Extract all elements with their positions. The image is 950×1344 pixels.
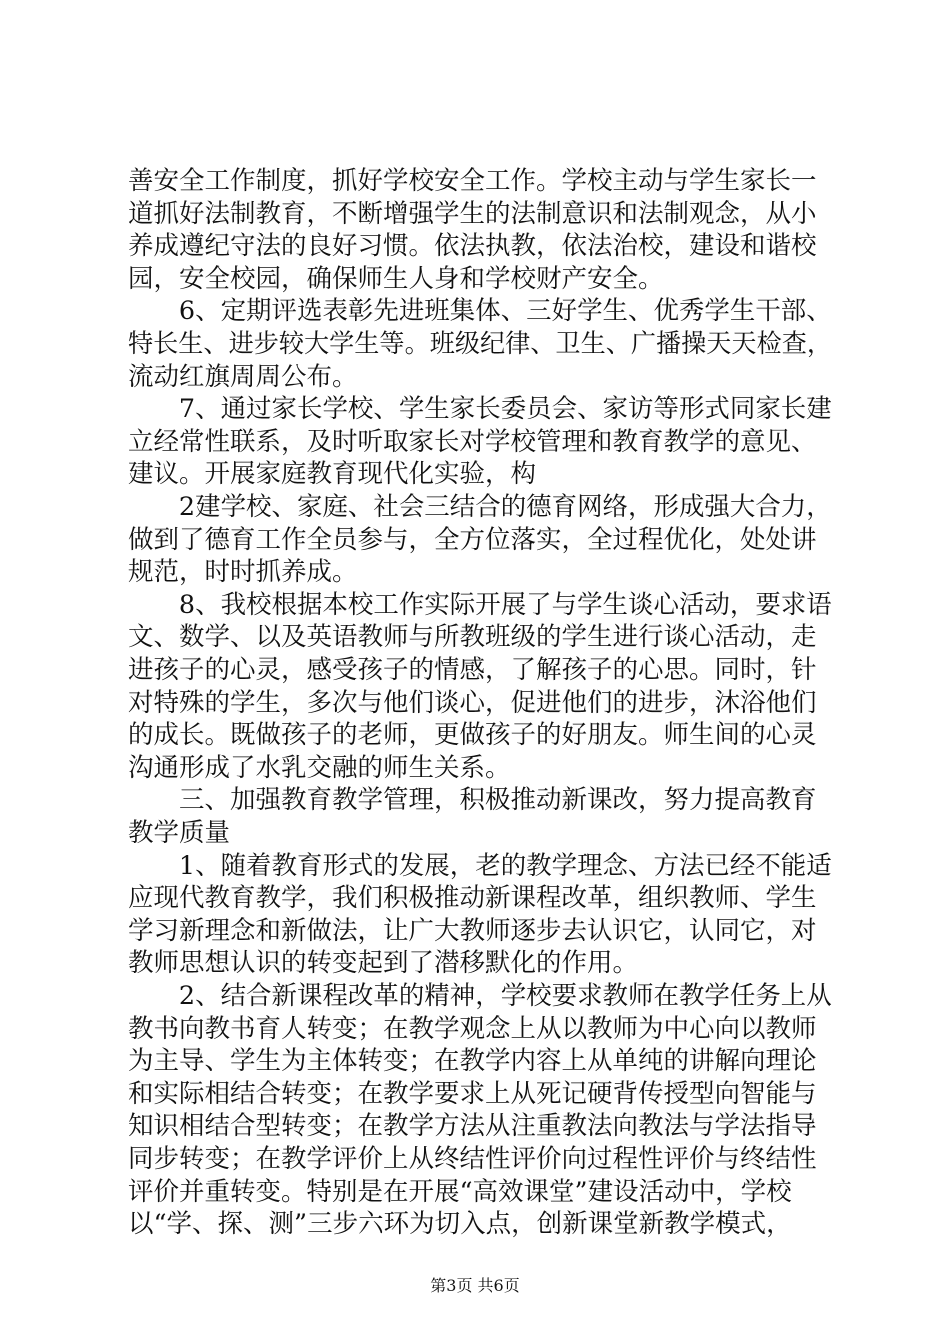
text-line: 教学质量 [128, 818, 231, 848]
text-line: 园，安全校园，确保师生人身和学校财产安全。 [128, 263, 664, 294]
text-line: 规范，时时抓养成。 [128, 557, 358, 588]
text-line: 2、结合新课程改革的精神，学校要求教师在教学任务上从 [128, 981, 832, 1011]
text-line: 建议。开展家庭教育现代化实验，构 [128, 459, 537, 490]
text-line: 评价并重转变。特别是在开展“高效课堂”建设活动中，学校 [128, 1176, 792, 1207]
text-line: 沟通形成了水乳交融的师生关系。 [128, 752, 511, 783]
text-line: 道抓好法制教育，不断增强学生的法制意识和法制观念，从小 [128, 198, 817, 229]
text-line: 6、定期评选表彰先进班集体、三好学生、优秀学生干部、 [128, 296, 832, 327]
text-line: 和实际相结合转变；在教学要求上从死记硬背传授型向智能与 [128, 1078, 817, 1109]
text-line: 做到了德育工作全员参与，全方位落实，全过程优化，处处讲 [128, 524, 817, 555]
text-line: 教师思想认识的转变起到了潜移默化的作用。 [128, 948, 639, 979]
text-line: 学习新理念和新做法，让广大教师逐步去认识它，认同它，对 [128, 915, 817, 946]
text-line: 的成长。既做孩子的老师，更做孩子的好朋友。师生间的心灵 [128, 720, 817, 751]
text-line: 1、随着教育形式的发展，老的教学理念、方法已经不能适 [128, 850, 832, 881]
text-line: 同步转变；在教学评价上从终结性评价向过程性评价与终结性 [128, 1144, 817, 1174]
text-line: 应现代教育教学，我们积极推动新课程改革，组织教师、学生 [128, 883, 817, 914]
text-line: 特长生、进步较大学生等。班级纪律、卫生、广播操天天检查， [128, 329, 833, 359]
page-footer: 第3页 共6页 [430, 1276, 520, 1295]
text-line: 养成遵纪守法的良好习惯。依法执教，依法治校，建设和谐校 [128, 231, 817, 262]
text-line: 立经常性联系，及时听取家长对学校管理和教育教学的意见、 [128, 426, 817, 457]
text-line: 流动红旗周周公布。 [128, 361, 358, 392]
text-line: 2建学校、家庭、社会三结合的德育网络，形成强大合力， [128, 492, 832, 522]
text-line: 文、数学、以及英语教师与所教班级的学生进行谈心活动，走 [128, 622, 817, 653]
text-line: 以“学、探、测”三步六环为切入点，创新课堂新教学模式， [128, 1209, 792, 1240]
text-line: 8、我校根据本校工作实际开展了与学生谈心活动，要求语 [128, 589, 832, 620]
text-line: 知识相结合型转变；在教学方法从注重教法向教法与学法指导 [128, 1111, 817, 1142]
text-line: 为主导、学生为主体转变；在教学内容上从单纯的讲解向理论 [128, 1046, 817, 1077]
text-line: 教书向教书育人转变；在教学观念上从以教师为中心向以教师 [128, 1013, 817, 1044]
text-line: 善安全工作制度，抓好学校安全工作。学校主动与学生家长一 [128, 166, 817, 196]
text-line: 7、通过家长学校、学生家长委员会、家访等形式同家长建 [128, 394, 832, 425]
text-line: 对特殊的学生，多次与他们谈心，促进他们的进步，沐浴他们 [128, 687, 817, 718]
text-line: 三、加强教育教学管理，积极推动新课改，努力提高教育 [128, 785, 817, 816]
text-line: 进孩子的心灵，感受孩子的情感，了解孩子的心思。同时，针 [128, 655, 817, 685]
